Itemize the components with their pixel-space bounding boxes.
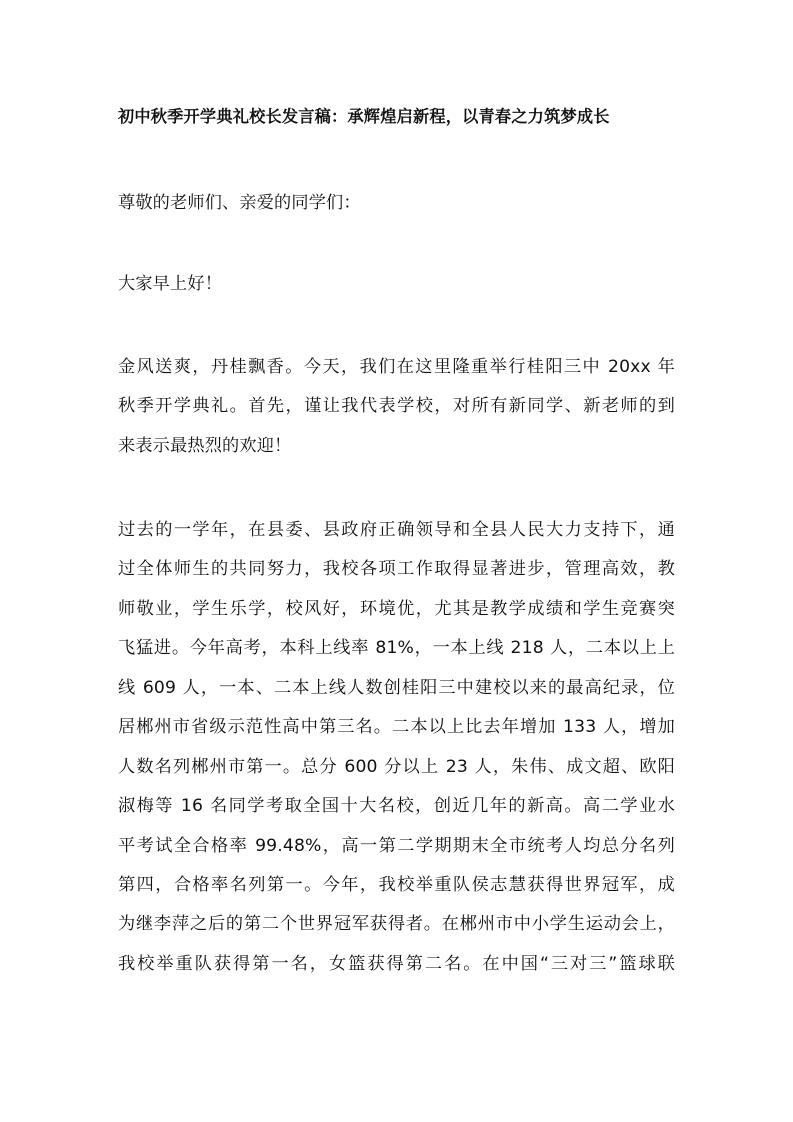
paragraph-line: 我校举重队获得第一名，女篮获得第二名。在中国“三对三”篮球联 (118, 954, 675, 974)
salutation: 尊敬的老师们、亲爱的同学们： (118, 193, 361, 213)
paragraph-line: 秋季开学典礼。首先，谨让我代表学校，对所有新同学、新老师的到 (118, 396, 675, 416)
paragraph-line: 过去的一学年，在县委、县政府正确领导和全县人民大力支持下，通 (118, 520, 675, 540)
paragraph-line: 第四，合格率名列第一。今年，我校举重队侯志慧获得世界冠军，成 (118, 875, 675, 895)
paragraph-line: 金风送爽，丹桂飘香。今天，我们在这里隆重举行桂阳三中 20xx 年 (118, 357, 675, 377)
paragraph-line: 人数名列郴州市第一。总分 600 分以上 23 人，朱伟、成文超、欧阳 (118, 757, 675, 777)
paragraph-line: 师敬业，学生乐学，校风好，环境优，尤其是教学成绩和学生竞赛突 (118, 599, 675, 619)
paragraph-line: 平考试全合格率 99.48%，高一第二学期期末全市统考人均总分名列 (118, 836, 675, 856)
paragraph-line: 居郴州市省级示范性高中第三名。二本以上比去年增加 133 人，增加 (118, 717, 675, 737)
paragraph-line: 为继李萍之后的第二个世界冠军获得者。在郴州市中小学生运动会上， (118, 914, 675, 934)
paragraph-line: 来表示最热烈的欢迎！ (118, 436, 292, 456)
paragraph-line: 飞猛进。今年高考，本科上线率 81%，一本上线 218 人，二本以上上 (118, 638, 675, 658)
paragraph-line: 过全体师生的共同努力，我校各项工作取得显著进步，管理高效，教 (118, 559, 675, 579)
paragraph-line: 线 609 人，一本、二本上线人数创桂阳三中建校以来的最高纪录，位 (118, 678, 675, 698)
greeting: 大家早上好！ (118, 274, 223, 294)
paragraph-line: 淑梅等 16 名同学考取全国十大名校，创近几年的新高。高二学业水 (118, 796, 675, 816)
document-title: 初中秋季开学典礼校长发言稿：承辉煌启新程，以青春之力筑梦成长 (118, 107, 610, 126)
